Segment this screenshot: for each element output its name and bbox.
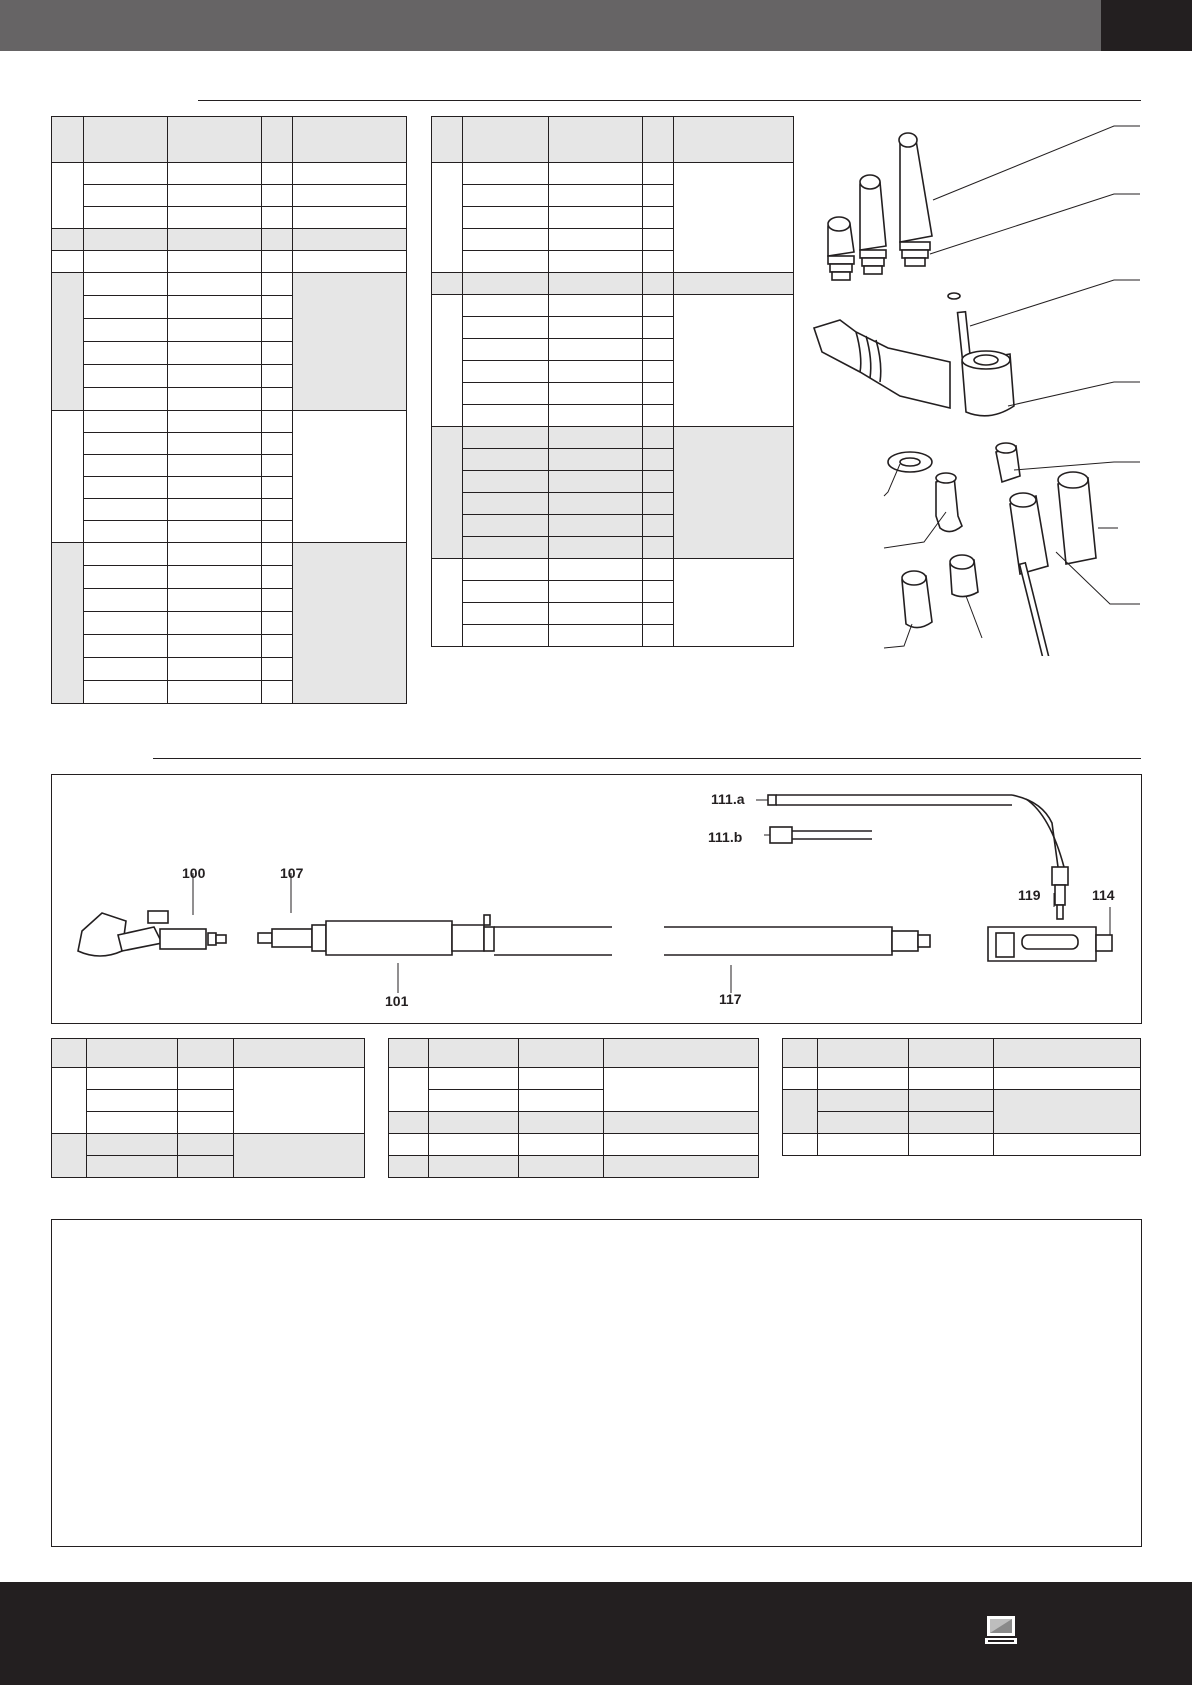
header-tab [1101, 0, 1192, 51]
torch-assembly-diagram [51, 774, 1142, 1024]
notes-box [51, 1219, 1142, 1547]
callout-117: 117 [719, 991, 742, 1007]
nozzle-large [1010, 496, 1048, 574]
exploded-torch-diagram [800, 116, 1140, 656]
hose-right [664, 927, 892, 955]
hose-left [494, 927, 612, 955]
footer-bar [0, 1582, 1192, 1685]
parts-table-5 [782, 1038, 1141, 1156]
callout-101: 101 [385, 993, 409, 1009]
callout-111b: 111.b [708, 829, 743, 845]
callout-111a: 111.a [711, 791, 745, 807]
cable-111b [770, 827, 792, 843]
computer-monitor-icon [984, 1614, 1018, 1646]
header-bar [0, 0, 1101, 51]
section-rule-middle [153, 758, 1141, 759]
parts-table-3 [51, 1038, 365, 1178]
back-cap-long [900, 136, 932, 242]
cable-111a [768, 795, 776, 805]
parts-table-2 [431, 116, 794, 647]
callout-107: 107 [280, 865, 304, 881]
callout-114: 114 [1092, 887, 1115, 903]
nozzle-long [1058, 478, 1096, 564]
handle-grip-101 [326, 921, 452, 955]
callout-119: 119 [1018, 887, 1041, 903]
section-rule-top [198, 100, 1141, 101]
collet-body [936, 476, 962, 532]
tungsten-electrode [1020, 563, 1051, 656]
parts-table-4 [388, 1038, 759, 1178]
callout-100: 100 [182, 865, 206, 881]
torch-body [814, 320, 950, 408]
parts-table-1 [51, 116, 407, 704]
